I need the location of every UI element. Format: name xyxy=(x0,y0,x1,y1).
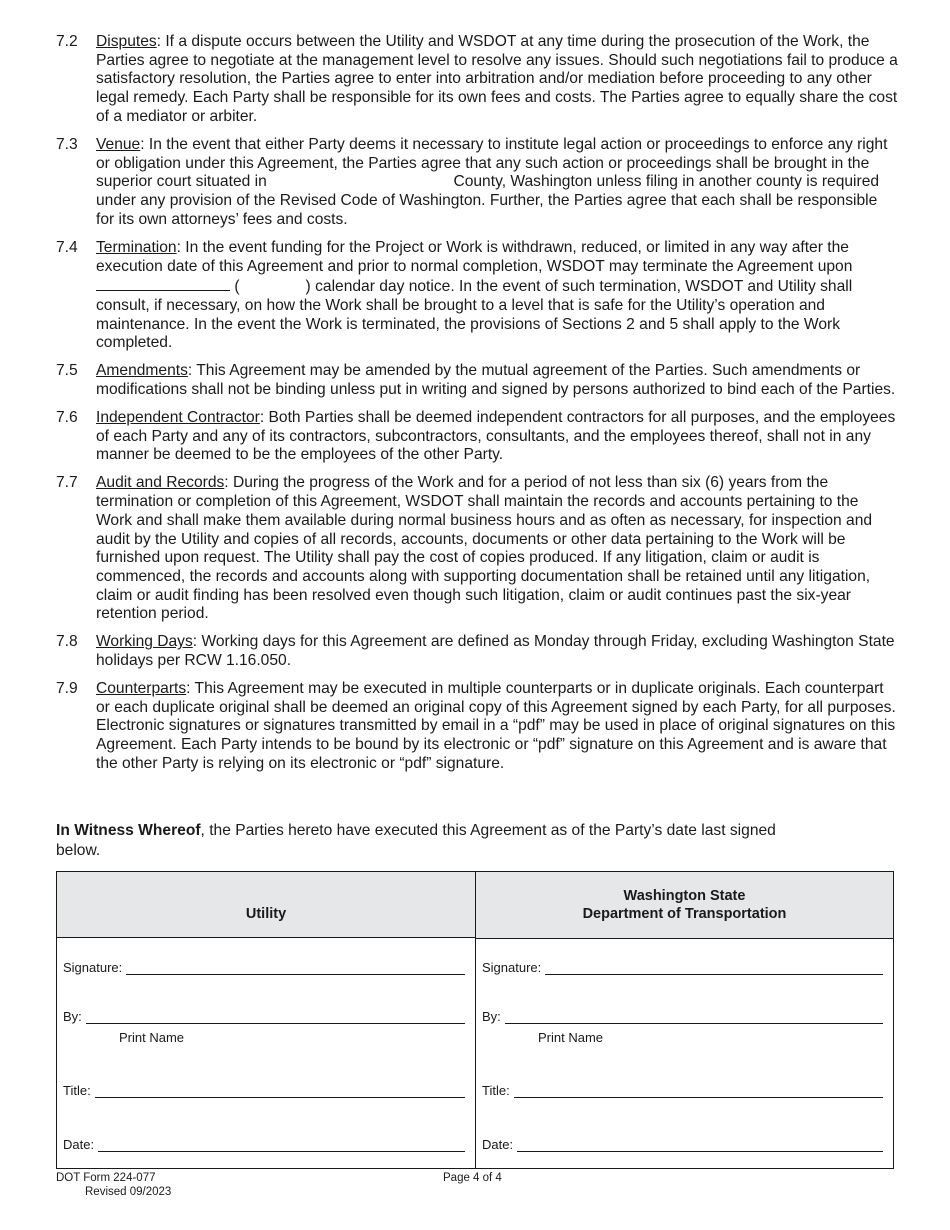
title-label: Title: xyxy=(482,1083,510,1098)
wsdot-header xyxy=(476,872,893,939)
section-heading: Counterparts xyxy=(96,680,187,698)
section-number: 7.5 xyxy=(56,362,78,380)
form-id: DOT Form 224-077 xyxy=(56,1172,156,1184)
title-line[interactable] xyxy=(514,1085,883,1098)
witness-statement xyxy=(56,821,816,861)
section-text: : In the event that either Party deems it necessary to institute legal action or proceedings to enforce any right or obligation under this Agreement, the Parties agree that any such action or proceedings shall be brought in the superior court situated in xyxy=(96,136,888,191)
utility-date-field[interactable] xyxy=(63,1137,465,1152)
paren-open: ( xyxy=(234,278,240,296)
section-heading: Termination xyxy=(96,238,177,256)
section-number: 7.2 xyxy=(56,33,78,50)
wsdot-header-line1: Washington State xyxy=(623,888,746,904)
signature-table xyxy=(56,871,894,1169)
utility-header-text: Utility xyxy=(245,906,287,922)
section-7-8 xyxy=(56,633,898,670)
wsdot-header-line2: Department of Transportation xyxy=(582,906,787,922)
utility-by-field[interactable] xyxy=(63,1009,465,1024)
wsdot-signature-field[interactable] xyxy=(482,960,883,975)
section-heading: Working Days xyxy=(96,633,193,651)
date-line[interactable] xyxy=(517,1139,883,1152)
section-number: 7.7 xyxy=(56,474,78,492)
section-heading: Independent Contractor xyxy=(96,409,260,427)
section-text: : This Agreement may be amended by the mutual agreement of the Parties. Such amendments or modifications shall not be binding unless put in writing and signed by persons authorized to bind each of the Parties. xyxy=(96,362,896,399)
form-number xyxy=(56,1171,171,1199)
section-number: 7.9 xyxy=(56,680,78,698)
section-text: : During the progress of the Work and for a period of not less than six (6) years from the termination or completion of this Agreement, WSDOT shall maintain the records and accounts pertaining to the Work and shall make them available during normal business hours and as often as necessary, for inspection and audit by the Utility and copies of all records, accounts, documents or other data pertaining to the Work will be furnished upon request. The Utility shall pay the cost of copies produced. If any litigation, claim or audit is commenced, the records and accounts along with supporting documentation shall be retained until any litigation, claim or audit finding has been resolved even though such litigation, claim or audit continues past the six-year retention period. xyxy=(96,474,873,623)
print-name-label: Print Name xyxy=(119,1030,185,1045)
utility-title-field[interactable] xyxy=(63,1083,465,1098)
utility-header xyxy=(57,872,475,938)
section-heading: Amendments xyxy=(96,362,188,380)
revised-date: Revised 09/2023 xyxy=(85,1186,172,1198)
section-7-9 xyxy=(56,680,898,774)
witness-text: , the Parties hereto have executed this Agreement as of the Party’s date last signed below. xyxy=(56,822,776,859)
section-text: : Working days for this Agreement are defined as Monday through Friday, excluding Washington State holidays per RCW 1.16.050. xyxy=(96,633,895,670)
section-7-5 xyxy=(56,362,898,399)
signature-label: Signature: xyxy=(63,960,123,975)
section-number: 7.4 xyxy=(56,238,78,256)
title-label: Title: xyxy=(63,1083,91,1098)
section-7-3 xyxy=(56,136,898,230)
date-label: Date: xyxy=(63,1137,95,1152)
signature-label: Signature: xyxy=(482,960,542,975)
agreement-sections xyxy=(56,33,898,783)
notice-days-words-input[interactable] xyxy=(96,276,230,291)
section-heading: Venue xyxy=(96,136,141,154)
wsdot-date-field[interactable] xyxy=(482,1137,883,1152)
by-line[interactable] xyxy=(86,1011,465,1024)
section-text: : If a dispute occurs between the Utility and WSDOT at any time during the prosecution of the Work, the Parties agree to negotiate at the management level to resolve any issues. Should such negotiations fail to produce a satisfactory resolution, the Parties agree to enter into arbitration and/or mediation before proceeding to any other legal remedy. Each Party shall be responsible for its own fees and costs. The Parties agree to equally share the cost of a mediator or arbiter. xyxy=(96,33,898,125)
witness-bold: In Witness Whereof xyxy=(56,822,201,839)
section-7-7 xyxy=(56,474,898,624)
section-7-2 xyxy=(56,33,898,127)
signature-line[interactable] xyxy=(126,962,465,975)
page-number: Page 4 of 4 xyxy=(443,1172,502,1184)
wsdot-by-field[interactable] xyxy=(482,1009,883,1024)
by-line[interactable] xyxy=(505,1011,883,1024)
by-label: By: xyxy=(63,1009,82,1024)
section-number: 7.3 xyxy=(56,136,78,154)
wsdot-column xyxy=(476,872,893,1168)
print-name-label: Print Name xyxy=(538,1030,604,1045)
section-number: 7.8 xyxy=(56,633,78,651)
signature-line[interactable] xyxy=(545,962,883,975)
section-text: : This Agreement may be executed in multiple counterparts or in duplicate originals. Each counterpart or each duplicate original shall be deemed an original copy of this Agreement signed by each Party, for all purposes. Electronic signatures or signatures transmitted by email in a “pdf” may be used in place of original signatures on this Agreement. Each Party intends to be bound by its electronic or “pdf” signature on this Agreement and is aware that the other Party is relying on its electronic or “pdf” signature. xyxy=(96,680,896,772)
date-label: Date: xyxy=(482,1137,514,1152)
section-text: : In the event funding for the Project or Work is withdrawn, reduced, or limited in any way after the execution date of this Agreement and prior to normal completion, WSDOT may terminate the Agreement upon xyxy=(96,238,853,275)
section-text: calendar day notice. In the event of such termination, WSDOT and Utility shall consult, if necessary, on how the Work shall be brought to a level that is safe for the Utility’s operation and maintenance. In the event the Work is terminated, the provisions of Sections 2 and 5 shall apply to the Work completed. xyxy=(96,278,853,352)
date-line[interactable] xyxy=(98,1139,465,1152)
by-label: By: xyxy=(482,1009,501,1024)
wsdot-title-field[interactable] xyxy=(482,1083,883,1098)
utility-column xyxy=(57,872,476,1168)
utility-signature-field[interactable] xyxy=(63,960,465,975)
paren-close: ) xyxy=(305,278,311,296)
section-text: County, Washington unless filing in another county is required under any provision of the Revised Code of Washington. Further, the Parties agree that each shall be responsible for its own attorneys’ fees and costs. xyxy=(96,173,880,228)
section-7-4 xyxy=(56,239,898,353)
section-7-6 xyxy=(56,409,898,465)
section-text: : Both Parties shall be deemed independent contractors for all purposes, and the employees of each Party and any of its contractors, subcontractors, consultants, and the employees thereof, shall not in any manner be deemed to be the employees of the other Party. xyxy=(96,409,896,464)
section-number: 7.6 xyxy=(56,409,78,427)
section-heading: Audit and Records xyxy=(96,474,225,492)
section-heading: Disputes xyxy=(96,33,157,50)
title-line[interactable] xyxy=(95,1085,465,1098)
